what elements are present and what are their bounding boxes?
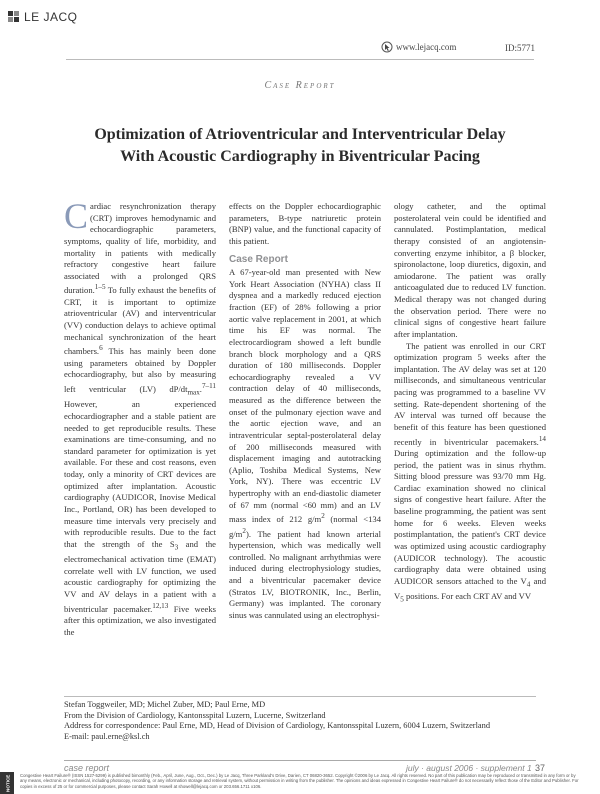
publisher-logo (8, 10, 78, 24)
affiliation-from: From the Division of Cardiology, Kantonsspital Luzern, Lucerne, Switzerland (64, 710, 326, 720)
authors: Stefan Toggweiler, MD; Michel Zuber, MD; Paul Erne, MD (64, 700, 266, 709)
title-line-1: Optimization of Atrioventricular and Interventricular Delay (94, 126, 506, 143)
copyright-notice: Congestive Heart Failure® (ISSN 1527-5299) is published bimonthly (Feb., April, June, Aug., Oct., Dec.) by Le Jacq, Three Parkland's Drive, Darien, CT 06820-3652. Copyright ©2006 by Le Jacq. All rights reserved. No part of this publication may be reproduced or transmitted in any form or by any means, electronic or mechanical, including photocopy, recording, or any information storage and retrieval system, without permission in writing from the publisher. The opinions and ideas expressed in Congestive Heart Failure® do not necessarily reflect those of the Editor and Publisher. For copies in excess of 25 or for commercial purposes, please contact Sarah Howell at showell@lejacq.com or 203.656.1711 x106. (20, 773, 579, 789)
title-line-2: With Acoustic Cardiography in Biventricular Pacing (120, 148, 480, 165)
article-title (40, 124, 560, 168)
correspondence-address: Address for correspondence: Paul Erne, MD, Head of Division of Cardiology, Kantonsspital Luzern, 6004 Luzern, Switzerland (64, 721, 491, 730)
publisher-name: LE JACQ (24, 10, 78, 24)
notice-tab-label: NOTICE (5, 774, 11, 792)
footer-issue: july · august 2006 · supplement 1 (406, 763, 532, 773)
citation: 12,13 (152, 601, 169, 610)
notice-tab (0, 772, 14, 794)
footer-divider (64, 760, 536, 761)
paragraph: ology catheter, and the optimal posterolateral vein could be identified and cannulated. Postimplantation, medical therapy consisted of an angiotensin-converting enzyme inhibitor, a β blocker, spironolactone, loop diuretics, digoxin, and amiodarone. The patient was orally anticoagulated due to reduced LV function. Medical therapy was not changed during the observation period. There were no clinical signs of congestive heart failure after implantation. (394, 201, 546, 339)
correspondence-email[interactable]: E-mail: paul.erne@ksl.ch (64, 731, 150, 741)
citation: 1–5 (94, 283, 106, 292)
citation: 14 (538, 434, 546, 443)
drop-cap: C (64, 196, 89, 236)
body-column-1 (64, 196, 216, 638)
footer-section: case report (64, 763, 110, 773)
author-affiliations (64, 700, 544, 742)
publisher-logo-icon (8, 11, 20, 23)
body-column-3 (394, 201, 546, 607)
header-divider (66, 59, 534, 60)
article-id: ID:5771 (505, 43, 535, 53)
section-label: Case Report (264, 80, 336, 91)
paragraph: effects on the Doppler echocardiographic parameters, B-type natriuretic protein (BNP) value, and the functional capacity of this patient. (229, 201, 381, 246)
mouse-cursor-icon (381, 41, 393, 53)
citation: 7–11 (201, 382, 216, 391)
citation: 6 (99, 344, 103, 353)
body-column-2 (229, 201, 381, 622)
case-report-heading: Case Report (229, 253, 288, 265)
affiliation-divider (64, 696, 536, 697)
paragraph: The patient was enrolled in our CRT optimization program 5 weeks after the implantation. The AV delay was set at 120 milliseconds, and simultaneous ventricular pacing was programmed to a baseline VV setting. Rate-dependent shortening of the AV interval was turned off because the benefit of this feature has been questioned recently in biventricular pacemakers.$^{14}$ During optimization and the follow-up period, the patient was in sinus rhythm. Sitting blood pressure was 93/70 mm Hg. Cardiac examination showed no clinical signs of congestive heart failure. After the baseline programming, the patient was sent home for 6 weeks. Eleven weeks postimplantation, the patient's CRT device was optimized using acoustic cardiography (AUDICOR technology). The acoustic cardiography data were obtained using AUDICOR sensors attached to the $V_4$ and $V_5$ positions. For each CRT AV and VV (394, 340, 547, 604)
website-url[interactable]: www.lejacq.com (396, 42, 457, 52)
paragraph: A 67-year-old man presented with New York Heart Association (NYHA) class II dyspnea and a markedly reduced ejection fraction (EF) of 28% following a prior aortic valve replacement in 2001, at which time his EF was normal. The electrocardiogram showed a left bundle branch block morphology and a QRS duration of 180 milliseconds. Doppler echocardiography revealed a VV contraction delay of 40 milliseconds, measured as the difference between the onset of the pulmonary ejection wave and the aortic ejection wave, and an intraventricular septal-posterolateral delay of 200 milliseconds measured with displacement imaging and autotracking (Aplio, Toshiba Medical Systems, New York, NY). There was eccentric LV hypertrophy with an end-diastolic diameter of 67 mm (normal <60 mm) and an LV mass index of 212 $g/m^2$ (normal <134 $g/m^2$). The patient had known arterial hypertension, which was medically well controlled. No malignant arrhythmias were induced during electrophysiology studies, and a biventricular pacemaker device (Stratos LV, BIOTRONIK, Inc., Berlin, Germany) was implanted. The coronary sinus was cannulated using an electrophysi- (229, 267, 381, 620)
page-number: 37 (535, 763, 546, 773)
website-link[interactable] (381, 41, 456, 53)
intro-paragraph: Cardiac resynchronization therapy (CRT) improves hemodynamic and echocardiographic parameters, symptoms, quality of life, morbidity, and mortality in patients with medically refractory congestive heart failure associated with a prolonged QRS duration.$^{1-5}$ To fully exhaust the benefits of CRT, it is important to optimize atrioventricular (AV) and interventricular (VV) conduction delays to achieve optimal mechanical synchronization of the heart chambers.$^6$ This has mainly been done using parameters obtained by Doppler echocardiography, but also by measuring left ventricular (LV) $dP/dt_{max}.^{7-11}$ However, an experienced echocardiographer and a stable patient are needed to get reproducible results. These examinations are time-consuming, and no standard parameter for optimization is yet available. For these and cost reasons, even today, only a minority of CRT devices are optimized after implantation. Acoustic cardiography (AUDICOR, Inovise Medical Inc., Portland, OR) has been developed to measure time intervals very precisely and with reproducible results. Due to the fact that the strength of the $S_3$ and the electromechanical activation time (EMAT) correlate well with LV function, we used acoustic cardiography for optimizing the VV and AV delays in a patient with a biventricular pacemaker.$^{12,13}$ Five weeks after this optimization, we also investigated the (64, 196, 216, 637)
